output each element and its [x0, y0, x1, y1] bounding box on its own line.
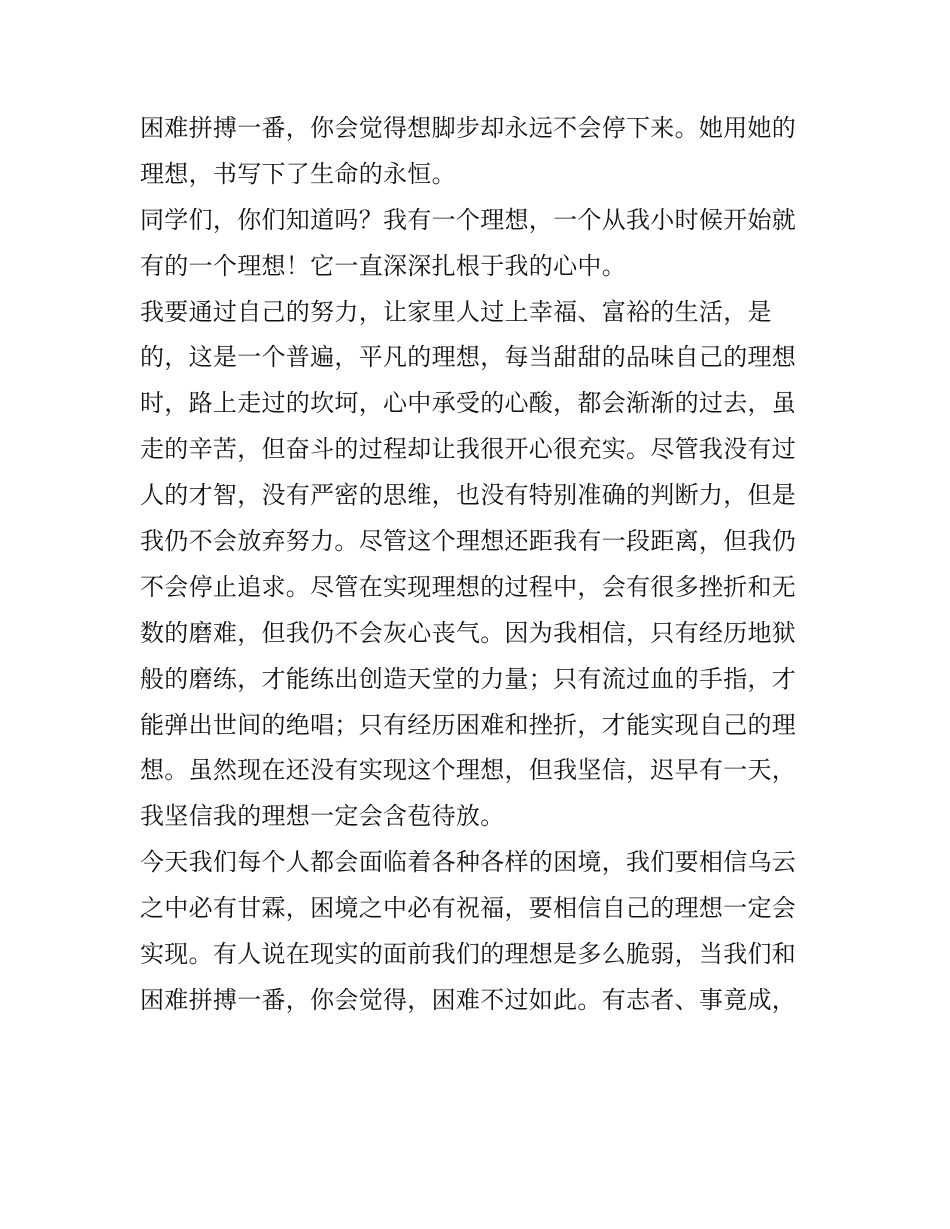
text-line: 我要通过自己的努力，让家里人过上幸福、富裕的生活，是	[140, 297, 772, 326]
text-line: 我仍不会放弃努力。尽管这个理想还距我有一段距离，但我仍	[140, 527, 797, 556]
text-line: 之中必有甘霖，困境之中必有祝福，要相信自己的理想一定会	[140, 894, 797, 923]
text-line: 时，路上走过的坎坷，心中承受的心酸，都会渐渐的过去，虽	[140, 389, 797, 418]
text-line: 的，这是一个普遍，平凡的理想，每当甜甜的品味自己的理想	[140, 343, 797, 372]
text-line: 我坚信我的理想一定会含苞待放。	[140, 802, 505, 831]
text-line: 困难拼搏一番，你会觉得，困难不过如此。有志者、事竟成，	[140, 985, 797, 1014]
text-line: 数的磨难，但我仍不会灰心丧气。因为我相信，只有经历地狱	[140, 618, 797, 647]
text-line: 有的一个理想！它一直深深扎根于我的心中。	[140, 251, 626, 280]
text-line: 般的磨练，才能练出创造天堂的力量；只有流过血的手指，才	[140, 664, 797, 693]
text-line: 人的才智，没有严密的思维，也没有特别准确的判断力，但是	[140, 481, 797, 510]
body-text	[140, 106, 820, 1024]
text-line: 走的辛苦，但奋斗的过程却让我很开心很充实。尽管我没有过	[140, 435, 797, 464]
text-line: 今天我们每个人都会面临着各种各样的困境，我们要相信乌云	[140, 848, 797, 877]
text-line: 实现。有人说在现实的面前我们的理想是多么脆弱，当我们和	[140, 940, 797, 969]
text-line: 困难拼搏一番，你会觉得想脚步却永远不会停下来。她用她的	[140, 114, 797, 142]
text-line: 想。虽然现在还没有实现这个理想，但我坚信，迟早有一天，	[140, 756, 797, 785]
text-line: 同学们，你们知道吗？我有一个理想，一个从我小时候开始就	[140, 205, 797, 234]
text-line: 能弹出世间的绝唱；只有经历困难和挫折，才能实现自己的理	[140, 710, 797, 739]
text-line: 理想，书写下了生命的永恒。	[140, 159, 456, 188]
text-line: 不会停止追求。尽管在实现理想的过程中，会有很多挫折和无	[140, 572, 797, 601]
